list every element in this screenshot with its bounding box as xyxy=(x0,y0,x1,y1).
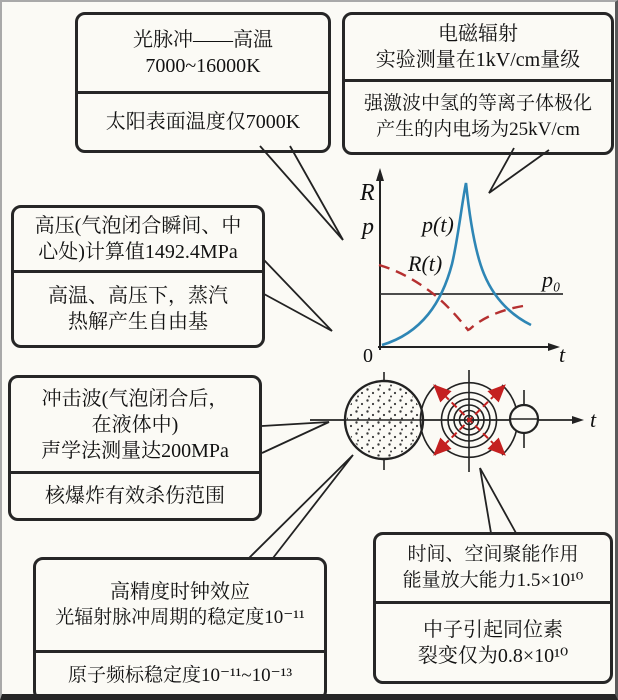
energy-line1: 时间、空间聚能作用 xyxy=(407,544,579,565)
light-pulse-line2: 7000~16000K xyxy=(145,55,261,77)
box-clock xyxy=(33,557,327,700)
time-axis-arrow-icon xyxy=(572,416,584,424)
high-pressure-line1: 高压(气泡闭合瞬间、中 xyxy=(34,215,242,237)
light-pulse-note1: 太阳表面温度仅7000K xyxy=(105,111,301,133)
em-radiation-note1: 强激波中氢的等离子体极化 xyxy=(363,93,592,114)
clock-line2: 光辐射脉冲周期的稳定度10⁻¹¹ xyxy=(55,607,305,628)
x-axis-label-t: t xyxy=(559,342,566,367)
pressure-curve xyxy=(382,183,531,345)
em-radiation-note2: 产生的内电场为25kV/cm xyxy=(376,119,580,140)
y-axis-arrow-icon xyxy=(376,168,384,181)
time-axis-label: t xyxy=(590,407,597,432)
box-em-radiation xyxy=(342,12,614,155)
pointer-clock xyxy=(249,455,353,558)
pointer-energy xyxy=(480,468,516,533)
em-radiation-line1: 电磁辐射 xyxy=(438,23,518,45)
p0-label: p₀ xyxy=(542,267,561,292)
r-curve-label: R(t) xyxy=(408,251,443,276)
em-radiation-line2: 实验测量在1kV/cm量级 xyxy=(375,49,581,71)
box-energy-note xyxy=(376,601,610,681)
box-energy xyxy=(373,532,613,684)
box-high-pressure-note xyxy=(14,270,262,345)
box-em-radiation-main xyxy=(345,15,611,79)
energy-note2: 裂变仅为0.8×10¹⁰ xyxy=(417,644,569,667)
high-pressure-line2: 心处)计算值1492.4MPa xyxy=(38,241,238,263)
high-pressure-note2: 热解产生自由基 xyxy=(68,311,208,333)
box-high-pressure-main xyxy=(14,208,262,270)
y-axis-label-R: R xyxy=(360,180,375,206)
box-clock-note xyxy=(36,650,324,698)
box-light-pulse-main xyxy=(78,15,328,91)
box-em-radiation-note xyxy=(345,79,611,152)
box-light-pulse-note xyxy=(78,91,328,150)
shock-wave-line2: 在液体中) xyxy=(91,413,179,436)
p-curve-label: p(t) xyxy=(422,212,454,237)
bubble-sequence-diagram xyxy=(310,370,597,472)
box-high-pressure xyxy=(11,205,265,348)
pointer-shock-wave xyxy=(262,422,329,453)
pointer-light-pulse xyxy=(260,146,343,240)
box-shock-wave-note xyxy=(11,471,259,518)
rp-time-graph xyxy=(359,168,566,367)
shock-wave-line3: 声学法测量达200MPa xyxy=(41,439,229,462)
clock-line1: 高精度时钟效应 xyxy=(110,581,250,603)
high-pressure-note1: 高温、高压下，蒸汽 xyxy=(48,285,228,307)
radius-curve xyxy=(379,265,523,330)
box-shock-wave xyxy=(8,375,262,521)
origin-label: 0 xyxy=(363,345,373,367)
light-pulse-line1: 光脉冲——高温 xyxy=(133,29,273,51)
callout-pointers xyxy=(249,146,549,558)
shock-wave-line1: 冲击波(气泡闭合后， xyxy=(41,387,229,410)
pointer-high-pressure xyxy=(264,260,332,331)
energy-line2: 能量放大能力1.5×10¹⁰ xyxy=(402,570,584,591)
box-energy-main xyxy=(376,535,610,601)
box-clock-main xyxy=(36,560,324,650)
box-light-pulse xyxy=(75,12,331,153)
clock-note1: 原子频标稳定度10⁻¹¹~10⁻¹³ xyxy=(67,664,293,686)
y-axis-label-p: p xyxy=(362,214,374,240)
energy-note1: 中子引起同位素 xyxy=(423,618,563,641)
shock-wave-note1: 核爆炸有效杀伤范围 xyxy=(45,485,225,507)
box-shock-wave-main xyxy=(11,378,259,471)
